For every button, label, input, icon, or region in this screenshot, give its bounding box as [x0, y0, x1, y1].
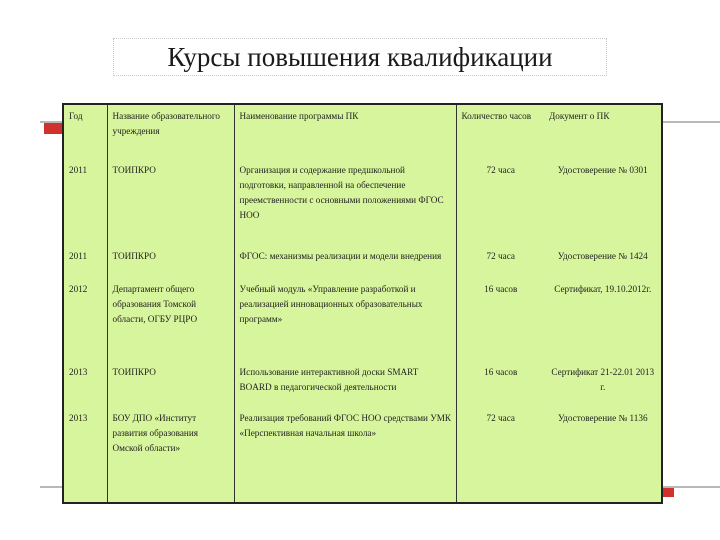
table-header-row	[64, 105, 661, 159]
table-row	[64, 361, 661, 407]
cell-year: 2011	[64, 159, 107, 245]
header-document: Документ о ПК	[549, 111, 610, 121]
header-hours: Количество часов	[461, 111, 532, 121]
cell-hours: 72 часа	[486, 251, 515, 261]
cell-institution: ТОИПКРО	[107, 159, 234, 245]
table-row	[64, 159, 661, 245]
header-institution: Название образовательного учреждения	[107, 105, 234, 159]
courses-table-container	[62, 103, 663, 504]
table-row	[64, 245, 661, 278]
cell-document: Удостоверение № 1136	[557, 413, 648, 423]
cell-document: Удостоверение № 0301	[557, 165, 648, 175]
cell-document: Сертификат 21-22.01 2013 г.	[551, 367, 655, 392]
cell-year: 2012	[64, 278, 107, 361]
cell-program: Учебный модуль «Управление разработкой и реализацией инновационных образовательных программ»	[234, 278, 456, 361]
cell-program: ФГОС: механизмы реализации и модели внедрения	[234, 245, 456, 278]
table-row	[64, 407, 661, 502]
cell-institution: БОУ ДПО «Институт развития образования Омской области»	[107, 407, 234, 502]
header-program: Наименование программы ПК	[234, 105, 456, 159]
cell-hours: 72 часа	[486, 413, 515, 423]
cell-program: Организация и содержание предшкольной подготовки, направленной на обеспечение преемственности с основными положениями ФГОС НОО	[234, 159, 456, 245]
table-row	[64, 278, 661, 361]
header-year: Год	[64, 105, 107, 159]
courses-table	[64, 105, 661, 502]
cell-institution: ТОИПКРО	[107, 361, 234, 407]
cell-year: 2013	[64, 407, 107, 502]
slide-title: Курсы повышения квалификации	[167, 41, 553, 72]
cell-hours: 16 часов	[484, 284, 518, 294]
title-box	[113, 38, 607, 76]
cell-program: Реализация требований ФГОС НОО средствами УМК «Перспективная начальная школа»	[234, 407, 456, 502]
cell-institution: Департамент общего образования Томской области, ОГБУ РЦРО	[107, 278, 234, 361]
cell-year: 2011	[64, 245, 107, 278]
cell-document: Сертификат, 19.10.2012г.	[554, 284, 652, 294]
cell-year: 2013	[64, 361, 107, 407]
cell-hours: 72 часа	[486, 165, 515, 175]
cell-institution: ТОИПКРО	[107, 245, 234, 278]
cell-hours: 16 часов	[484, 367, 518, 377]
cell-document: Удостоверение № 1424	[557, 251, 648, 261]
cell-program: Использование интерактивной доски SMART BOARD в педагогической деятельности	[234, 361, 456, 407]
